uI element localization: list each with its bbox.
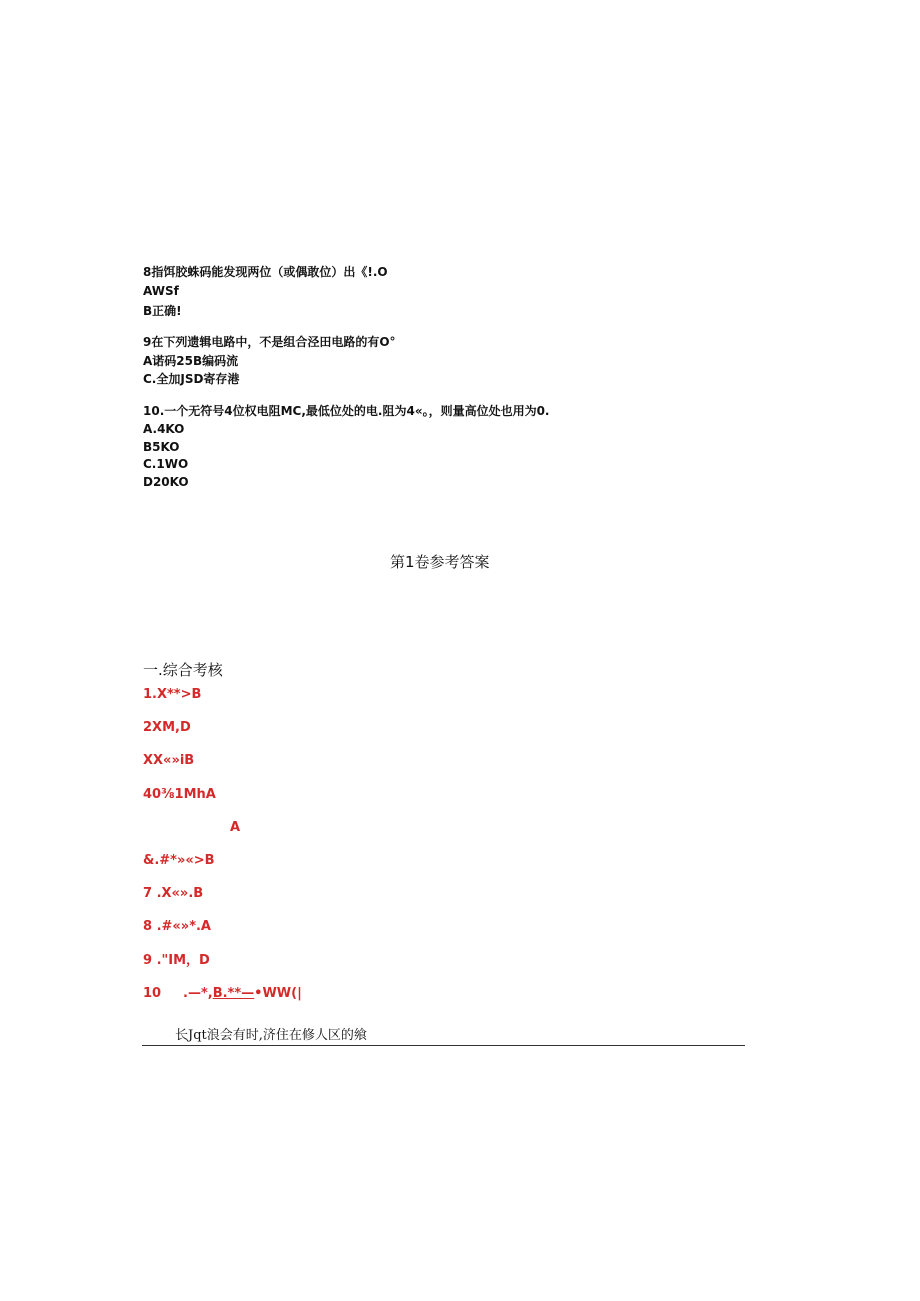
question-8-option-a: AWSf bbox=[143, 284, 179, 298]
question-9-option-ab: A诺码25B编码流 bbox=[143, 354, 239, 368]
answer-10-text: .—*,B.**—•WW(| bbox=[183, 986, 302, 1001]
question-8-stem: 8指饵胶蛛码能发现两位（或偶敢位）出《!.O bbox=[143, 265, 388, 279]
answer-2: 2XM,D bbox=[143, 720, 191, 735]
question-10-option-a: A.4KO bbox=[143, 422, 185, 436]
question-9-stem: 9在下列遗辑电路中，不是组合泾田电路的有O° bbox=[143, 335, 396, 349]
question-10-option-c: C.1WO bbox=[143, 457, 189, 471]
footer-note: 长Jqt浪会有时,济住在修人区的飨 bbox=[175, 1028, 367, 1043]
question-10-option-b: B5KO bbox=[143, 440, 180, 454]
question-10-option-d: D20KO bbox=[143, 475, 189, 489]
footer-divider bbox=[142, 1045, 745, 1046]
answer-8: 8 .#«»*.A bbox=[143, 919, 211, 934]
answer-10-underlined-fragment: B.**— bbox=[212, 986, 255, 1001]
answer-10-number: 10 bbox=[143, 986, 162, 1001]
question-10-stem: 10.一个无符号4位权电阻MC,最低位处的电.阻为4«。，则量高位处也用为0. bbox=[143, 404, 550, 418]
question-8-option-b: B正确! bbox=[143, 304, 182, 318]
answer-7: 7 .X«».B bbox=[143, 886, 204, 901]
question-9-option-cd: C.全加JSD寄存港 bbox=[143, 372, 240, 386]
answer-3: XX«»iB bbox=[143, 753, 195, 768]
answer-9: 9 ."IM，D bbox=[143, 953, 210, 968]
answer-5: A bbox=[230, 820, 241, 835]
answer-6: &.#*»«>B bbox=[143, 853, 215, 868]
answer-1: 1.X**>B bbox=[143, 687, 202, 702]
answer-4: 40⅜1MhA bbox=[143, 787, 216, 802]
answer-section-heading: 一.综合考核 bbox=[143, 661, 223, 679]
answer-section-title: 第1卷参考答案 bbox=[390, 553, 490, 571]
